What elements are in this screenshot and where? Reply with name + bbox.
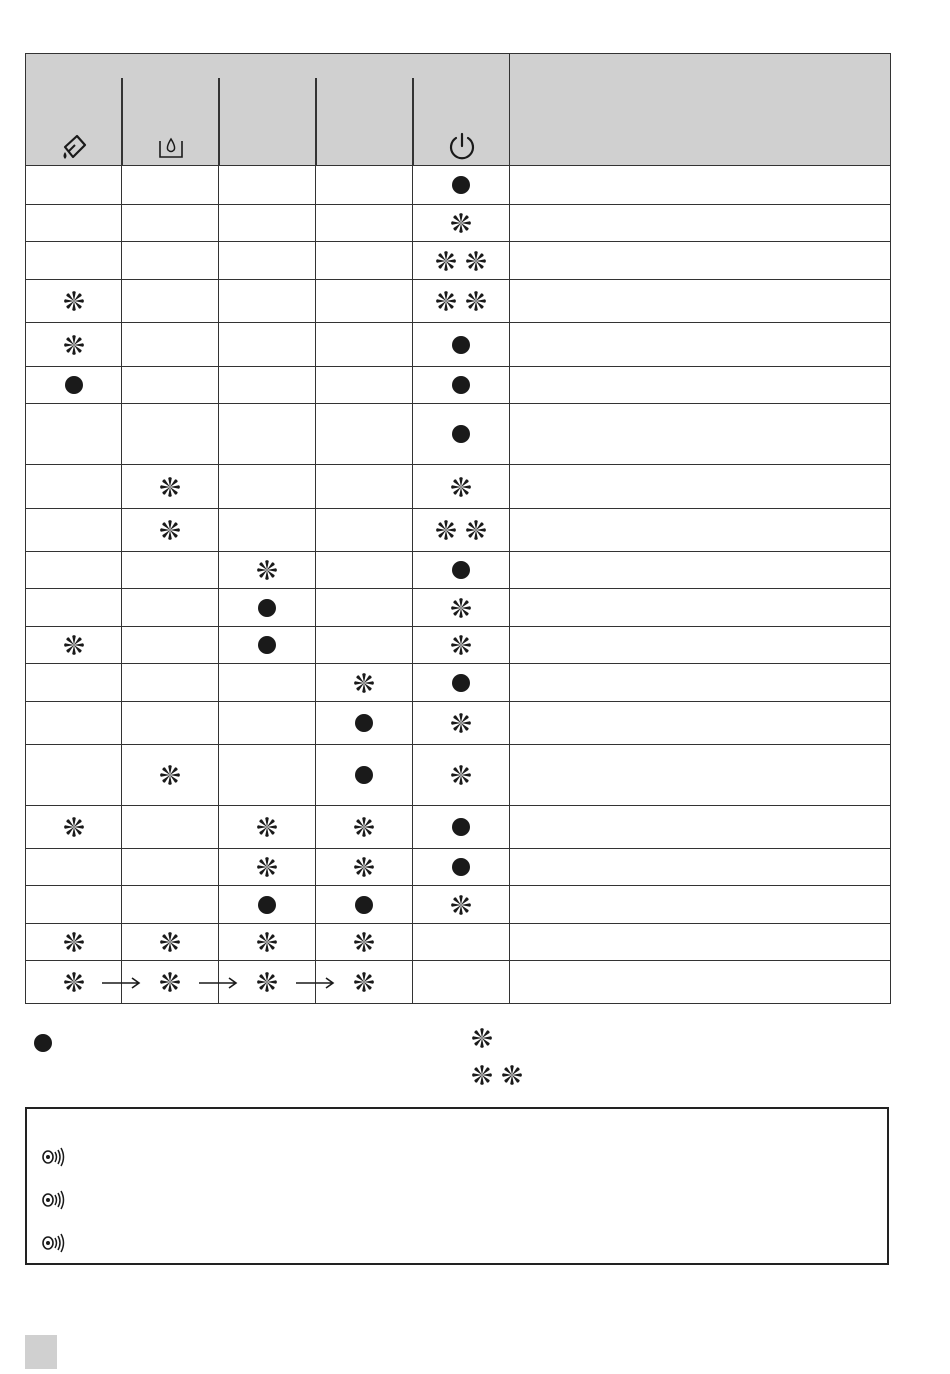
indicator-cell bbox=[413, 702, 510, 745]
indicator-cell bbox=[219, 664, 316, 702]
blinking-light-icon bbox=[158, 763, 182, 787]
blinking-light-icon bbox=[352, 815, 376, 839]
power-icon bbox=[447, 131, 477, 161]
sequence-arrow-icon bbox=[295, 977, 335, 989]
table-row bbox=[25, 627, 891, 664]
indicator-cell bbox=[316, 702, 413, 745]
indicator-cell bbox=[219, 509, 316, 552]
table-row bbox=[25, 367, 891, 404]
blinking-light-icon bbox=[62, 333, 86, 357]
header-col-5 bbox=[413, 78, 510, 166]
steady-light-icon bbox=[452, 561, 470, 579]
steady-light-icon bbox=[355, 714, 373, 732]
blinking-light-icon bbox=[352, 930, 376, 954]
fast-blinking-light-icon bbox=[434, 518, 488, 542]
indicator-cell bbox=[413, 745, 510, 806]
indicator-cell bbox=[413, 961, 510, 1004]
indicator-cell bbox=[122, 886, 219, 924]
row-description bbox=[510, 664, 891, 702]
blinking-light-icon bbox=[158, 930, 182, 954]
row-description bbox=[510, 509, 891, 552]
indicator-cell bbox=[316, 323, 413, 367]
indicator-cell bbox=[122, 404, 219, 465]
blinking-light-icon bbox=[255, 558, 279, 582]
indicator-cell bbox=[122, 745, 219, 806]
description-header bbox=[510, 53, 891, 166]
row-description bbox=[510, 886, 891, 924]
row-description bbox=[510, 465, 891, 509]
indicator-cell bbox=[25, 745, 122, 806]
table-row bbox=[25, 745, 891, 806]
indicator-cell bbox=[316, 552, 413, 589]
indicator-cell bbox=[413, 166, 510, 205]
indicator-cell bbox=[25, 465, 122, 509]
indicator-cell bbox=[413, 465, 510, 509]
indicator-cell bbox=[316, 404, 413, 465]
indicator-cell bbox=[219, 404, 316, 465]
speaker-icon bbox=[41, 1190, 67, 1210]
steady-light-icon bbox=[452, 858, 470, 876]
row-description bbox=[510, 627, 891, 664]
indicator-cell bbox=[413, 627, 510, 664]
legend-blink bbox=[470, 1026, 504, 1050]
indicator-cell bbox=[316, 280, 413, 323]
table-row bbox=[25, 664, 891, 702]
steady-light-icon bbox=[452, 176, 470, 194]
indicator-cell bbox=[25, 509, 122, 552]
indicator-cell bbox=[413, 367, 510, 404]
fast-blinking-light-icon bbox=[434, 249, 488, 273]
steady-light-icon bbox=[452, 818, 470, 836]
blinking-light-icon bbox=[62, 633, 86, 657]
fast-blinking-light-icon bbox=[470, 1063, 524, 1087]
indicator-cell bbox=[122, 166, 219, 205]
table-row bbox=[25, 589, 891, 627]
indicator-cell bbox=[25, 924, 122, 961]
indicator-cell bbox=[413, 664, 510, 702]
indicator-cell bbox=[219, 702, 316, 745]
indicator-cell bbox=[413, 552, 510, 589]
indicator-cell bbox=[316, 242, 413, 280]
row-description bbox=[510, 280, 891, 323]
steady-light-icon bbox=[452, 336, 470, 354]
indicator-cell bbox=[219, 806, 316, 849]
indicator-cell bbox=[25, 166, 122, 205]
indicator-cell bbox=[25, 323, 122, 367]
row-description bbox=[510, 323, 891, 367]
indicator-cell bbox=[316, 806, 413, 849]
row-description bbox=[510, 924, 891, 961]
header-col-3 bbox=[219, 78, 316, 166]
indicator-cell bbox=[219, 589, 316, 627]
row-description bbox=[510, 589, 891, 627]
table-row bbox=[25, 702, 891, 745]
steady-light-icon bbox=[258, 599, 276, 617]
row-description bbox=[510, 961, 891, 1004]
indicator-cell bbox=[25, 627, 122, 664]
indicator-cell bbox=[219, 886, 316, 924]
ironing-icon bbox=[59, 133, 89, 161]
indicator-cell bbox=[413, 509, 510, 552]
sequence-arrow-icon bbox=[198, 977, 238, 989]
indicator-cell bbox=[413, 323, 510, 367]
blinking-light-icon bbox=[255, 855, 279, 879]
indicator-cell bbox=[122, 509, 219, 552]
indicator-cell bbox=[25, 280, 122, 323]
indicator-cell bbox=[316, 205, 413, 242]
indicator-cell bbox=[316, 745, 413, 806]
indicator-cell bbox=[122, 323, 219, 367]
blinking-light-icon bbox=[449, 763, 473, 787]
steady-light-icon bbox=[452, 674, 470, 692]
indicator-cell bbox=[219, 205, 316, 242]
legend-fast-blink bbox=[470, 1063, 534, 1087]
row-description bbox=[510, 806, 891, 849]
indicator-cell bbox=[316, 589, 413, 627]
row-description bbox=[510, 552, 891, 589]
indicator-cell bbox=[413, 806, 510, 849]
indicator-cell bbox=[219, 280, 316, 323]
blinking-light-icon bbox=[449, 893, 473, 917]
row-description bbox=[510, 745, 891, 806]
indicator-cell bbox=[316, 627, 413, 664]
indicator-cell bbox=[316, 886, 413, 924]
steady-light-icon bbox=[258, 636, 276, 654]
indicator-cell bbox=[122, 242, 219, 280]
blinking-light-icon bbox=[449, 633, 473, 657]
indicator-cell bbox=[25, 552, 122, 589]
indicator-cell bbox=[122, 367, 219, 404]
blinking-light-icon bbox=[62, 289, 86, 313]
blinking-light-icon bbox=[158, 970, 182, 994]
blinking-light-icon bbox=[158, 518, 182, 542]
indicator-cell bbox=[122, 806, 219, 849]
header-col-1 bbox=[25, 78, 122, 166]
table-row bbox=[25, 886, 891, 924]
blinking-light-icon bbox=[449, 475, 473, 499]
blinking-light-icon bbox=[449, 211, 473, 235]
table-row bbox=[25, 509, 891, 552]
table-row bbox=[25, 323, 891, 367]
table-row bbox=[25, 924, 891, 961]
table-row bbox=[25, 465, 891, 509]
indicator-cell bbox=[25, 205, 122, 242]
steady-light-icon bbox=[355, 766, 373, 784]
table-row bbox=[25, 280, 891, 323]
indicator-cell bbox=[316, 465, 413, 509]
indicator-cell bbox=[413, 924, 510, 961]
steady-light-icon bbox=[355, 896, 373, 914]
indicator-cell bbox=[316, 166, 413, 205]
blinking-light-icon bbox=[352, 970, 376, 994]
table-row bbox=[25, 849, 891, 886]
steady-light-icon bbox=[65, 376, 83, 394]
table-row bbox=[25, 404, 891, 465]
indicator-cell bbox=[413, 404, 510, 465]
blinking-light-icon bbox=[352, 671, 376, 695]
indicator-cell bbox=[316, 367, 413, 404]
row-description bbox=[510, 702, 891, 745]
indicator-cell bbox=[122, 924, 219, 961]
table-row bbox=[25, 806, 891, 849]
indicator-cell bbox=[25, 702, 122, 745]
legend-steady bbox=[34, 1034, 62, 1052]
indicator-cell bbox=[25, 664, 122, 702]
row-description bbox=[510, 166, 891, 205]
indicator-cell bbox=[316, 849, 413, 886]
indicator-cell bbox=[413, 205, 510, 242]
indicator-cell bbox=[25, 806, 122, 849]
blinking-light-icon bbox=[255, 815, 279, 839]
fast-blinking-light-icon bbox=[434, 289, 488, 313]
row-description bbox=[510, 205, 891, 242]
indicator-cell bbox=[219, 849, 316, 886]
water-tank-icon bbox=[157, 135, 185, 161]
indicator-cell bbox=[413, 849, 510, 886]
blinking-light-icon bbox=[470, 1026, 494, 1050]
blinking-light-icon bbox=[158, 475, 182, 499]
header-span bbox=[25, 53, 510, 79]
table-row bbox=[25, 552, 891, 589]
indicator-cell bbox=[219, 552, 316, 589]
indicator-cell bbox=[316, 924, 413, 961]
indicator-cell bbox=[219, 242, 316, 280]
steady-light-icon bbox=[452, 425, 470, 443]
indicator-cell bbox=[413, 886, 510, 924]
indicator-cell bbox=[316, 664, 413, 702]
indicator-cell bbox=[122, 205, 219, 242]
indicator-cell bbox=[122, 589, 219, 627]
indicator-cell bbox=[122, 849, 219, 886]
steady-light-icon bbox=[452, 376, 470, 394]
page-number-box bbox=[25, 1335, 57, 1369]
indicator-cell bbox=[413, 242, 510, 280]
blinking-light-icon bbox=[62, 970, 86, 994]
blinking-light-icon bbox=[255, 970, 279, 994]
indicator-cell bbox=[122, 552, 219, 589]
row-description bbox=[510, 367, 891, 404]
blinking-light-icon bbox=[62, 815, 86, 839]
indicator-cell bbox=[413, 589, 510, 627]
indicator-cell bbox=[25, 367, 122, 404]
indicator-cell bbox=[219, 745, 316, 806]
indicator-cell bbox=[219, 367, 316, 404]
header-col-2 bbox=[122, 78, 219, 166]
indicator-cell bbox=[219, 323, 316, 367]
indicator-cell bbox=[219, 924, 316, 961]
indicator-cell bbox=[25, 404, 122, 465]
indicator-cell bbox=[122, 465, 219, 509]
sequence-arrow-icon bbox=[101, 977, 141, 989]
indicator-cell bbox=[413, 280, 510, 323]
beep-info-box bbox=[25, 1107, 889, 1265]
table-row bbox=[25, 166, 891, 205]
row-description bbox=[510, 242, 891, 280]
blinking-light-icon bbox=[352, 855, 376, 879]
indicator-cell bbox=[122, 664, 219, 702]
indicator-cell bbox=[122, 702, 219, 745]
indicator-cell bbox=[25, 849, 122, 886]
speaker-icon bbox=[41, 1233, 67, 1253]
indicator-cell bbox=[25, 886, 122, 924]
steady-light-icon bbox=[258, 896, 276, 914]
indicator-cell bbox=[316, 509, 413, 552]
indicator-cell bbox=[219, 166, 316, 205]
indicator-cell bbox=[122, 627, 219, 664]
row-description bbox=[510, 404, 891, 465]
table-row bbox=[25, 205, 891, 242]
indicator-cell bbox=[122, 280, 219, 323]
steady-light-icon bbox=[34, 1034, 52, 1052]
indicator-cell bbox=[219, 465, 316, 509]
blinking-light-icon bbox=[449, 596, 473, 620]
blinking-light-icon bbox=[62, 930, 86, 954]
indicator-cell bbox=[25, 242, 122, 280]
speaker-icon bbox=[41, 1147, 67, 1167]
blinking-light-icon bbox=[255, 930, 279, 954]
table-row bbox=[25, 242, 891, 280]
indicator-cell bbox=[219, 627, 316, 664]
row-description bbox=[510, 849, 891, 886]
table-row bbox=[25, 961, 891, 1004]
blinking-light-icon bbox=[449, 711, 473, 735]
header-col-4 bbox=[316, 78, 413, 166]
indicator-cell bbox=[25, 589, 122, 627]
